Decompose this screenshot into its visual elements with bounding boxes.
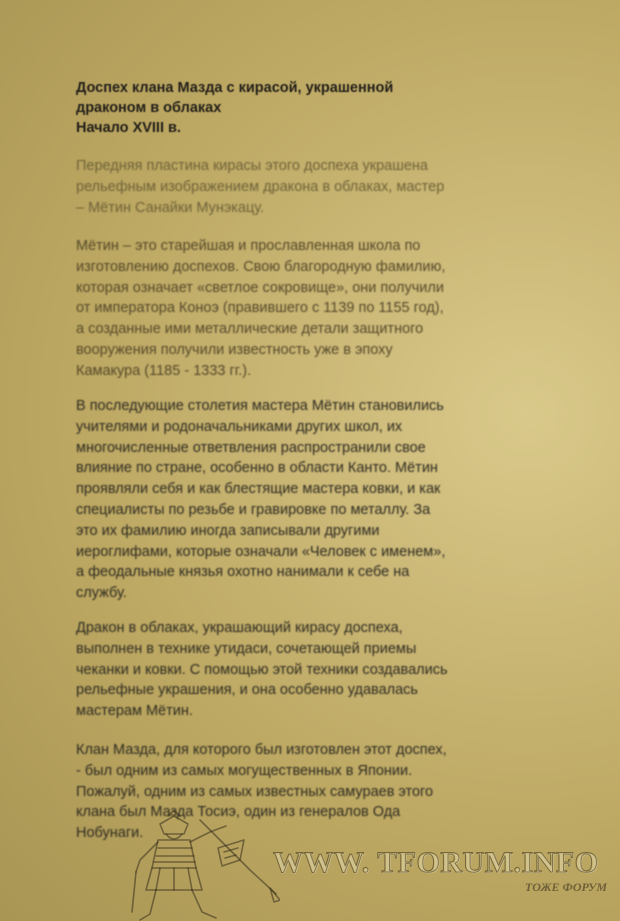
- text-line: чеканки и ковки. С помощью этой техники создавались: [76, 661, 448, 678]
- date-line: Начало XVIII в.: [76, 120, 181, 136]
- text-line: Дракон в облаках, украшающий кирасу доспеха,: [76, 620, 403, 636]
- text-line: службу.: [76, 585, 127, 602]
- paragraph-4: [76, 618, 556, 722]
- paragraph-3: [76, 396, 556, 604]
- text-line: вооружения получили известность уже в эпоху: [76, 341, 393, 358]
- text-line: а феодальные князья охотно нанимали к себе на: [76, 564, 410, 581]
- text-line: которая означает «светлое сокровище», они получили: [76, 279, 444, 296]
- watermark-url: WWW. TFORUM.INFO: [273, 846, 599, 879]
- text-line: влияние по стране, особенно в области Канто. Мётин: [76, 460, 438, 477]
- text-line: специалисты по резьбе и гравировке по металлу. За: [76, 501, 431, 518]
- text-line: иероглифами, которые означали «Человек с именем»,: [76, 543, 446, 560]
- paragraph-2: [76, 236, 556, 382]
- text-line: - был одним из самых могущественных в Японии.: [76, 762, 413, 779]
- text-line: Нобунаги.: [76, 825, 144, 842]
- samurai-warrior-icon: [130, 810, 280, 921]
- site-watermark: [130, 810, 620, 921]
- text-line: мастерам Мётин.: [76, 703, 193, 720]
- text-line: учителями и родоначальниками других школ, их: [76, 418, 403, 435]
- text-line: Мётин – это старейшая и прославленная школа по: [76, 238, 421, 254]
- paragraph-1: [76, 156, 556, 218]
- text-line: Пожалуй, одним из самых известных самураев этого: [76, 783, 434, 800]
- text-line: выполнен в технике утидаси, сочетающей приемы: [76, 640, 417, 657]
- text-line: Передняя пластина кирасы этого доспеха украшена: [76, 158, 428, 174]
- text-line: – Мётин Санайки Мунэкацу.: [76, 199, 265, 216]
- text-line: а созданные ими металлические детали защитного: [76, 321, 424, 338]
- text-line: клана был Мазда Тосиэ, один из генералов Ода: [76, 804, 401, 821]
- text-line: это их фамилию иногда записывали другими: [76, 522, 380, 539]
- text-line: Камакура (1185 - 1333 гг.).: [76, 362, 252, 379]
- text-line: от императора Коноэ (правившего с 1139 по 1155 год),: [76, 300, 444, 317]
- title-line: Доспех клана Мазда с кирасой, украшенной: [76, 80, 394, 96]
- text-line: Клан Мазда, для которого был изготовлен этот доспех,: [76, 742, 447, 758]
- text-line: рельефным изображением дракона в облаках, мастер: [76, 178, 445, 195]
- exhibit-title: [76, 78, 546, 138]
- watermark-subtitle: ТОЖЕ ФОРУМ: [524, 880, 607, 894]
- title-line: драконом в облаках: [76, 100, 222, 116]
- text-line: многочисленные ответвления распространили свое: [76, 439, 426, 456]
- text-line: изготовлению доспехов. Свою благородную фамилию,: [76, 258, 446, 275]
- text-line: проявляли себя и как блестящие мастера ковки, и как: [76, 481, 441, 498]
- text-line: рельефные украшения, и она особенно удавалась: [76, 682, 418, 699]
- text-line: В последующие столетия мастера Мётин становились: [76, 398, 444, 414]
